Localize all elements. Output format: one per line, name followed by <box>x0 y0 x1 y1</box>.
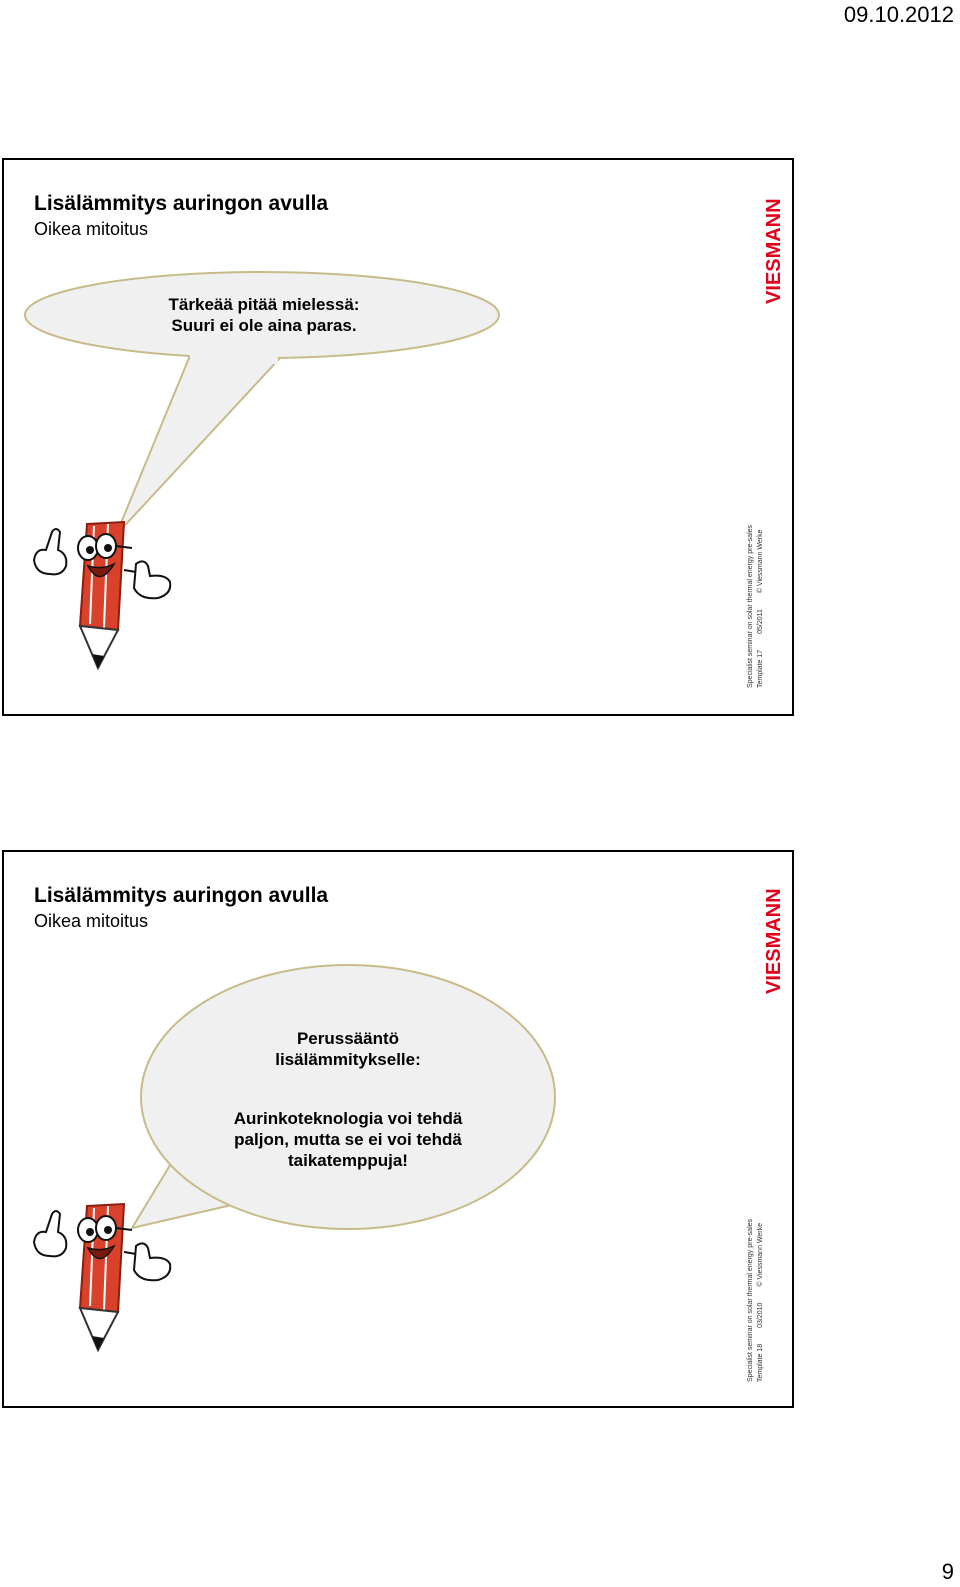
bubble-line: Tärkeää pitää mielessä: <box>168 295 360 314</box>
footer-copyright: © Viessmann Werke <box>757 1222 764 1287</box>
slide-footer <box>746 1218 774 1382</box>
slide-subtitle: Oikea mitoitus <box>34 219 149 239</box>
svg-text:VIESMANN: VIESMANN <box>763 888 785 994</box>
slide-subtitle: Oikea mitoitus <box>34 911 149 931</box>
slide-footer <box>746 524 774 688</box>
footer-template: Template 18 <box>757 1343 764 1382</box>
bubble-line: lisälämmitykselle: <box>275 1050 421 1069</box>
bubble-line: Suuri ei ole aina paras. <box>171 316 357 335</box>
page-number: 9 <box>941 1559 954 1584</box>
slide-title: Lisälämmitys auringon avulla <box>34 192 329 215</box>
bubble-text <box>198 1028 498 1171</box>
viessmann-logo <box>752 882 788 998</box>
pencil-mascot-icon <box>34 1204 170 1350</box>
footer-copyright: © Viessmann Werke <box>757 529 764 594</box>
bubble-line: paljon, mutta se ei voi tehdä <box>234 1130 462 1149</box>
footer-title: Specialist seminar on solar thermal energy pre-sales <box>747 524 754 688</box>
slide-17 <box>2 158 794 716</box>
bubble-line: taikatemppuja! <box>288 1151 408 1170</box>
slide-18 <box>2 850 794 1408</box>
footer-date: 03/2010 <box>757 1302 764 1328</box>
bubble-line: Perussääntö <box>296 1029 400 1048</box>
pencil-mascot-icon <box>34 522 170 668</box>
slide-title: Lisälämmitys auringon avulla <box>34 884 329 907</box>
page-date: 09.10.2012 <box>843 2 954 27</box>
viessmann-logo <box>752 192 788 308</box>
bubble-text <box>124 294 404 336</box>
footer-template: Template 17 <box>757 649 764 688</box>
speech-bubble <box>4 160 796 718</box>
bubble-line: Aurinkoteknologia voi tehdä <box>233 1109 463 1128</box>
footer-title: Specialist seminar on solar thermal energy pre-sales <box>747 1218 754 1382</box>
svg-text:VIESMANN: VIESMANN <box>763 198 785 304</box>
footer-date: 05/2011 <box>757 609 764 634</box>
